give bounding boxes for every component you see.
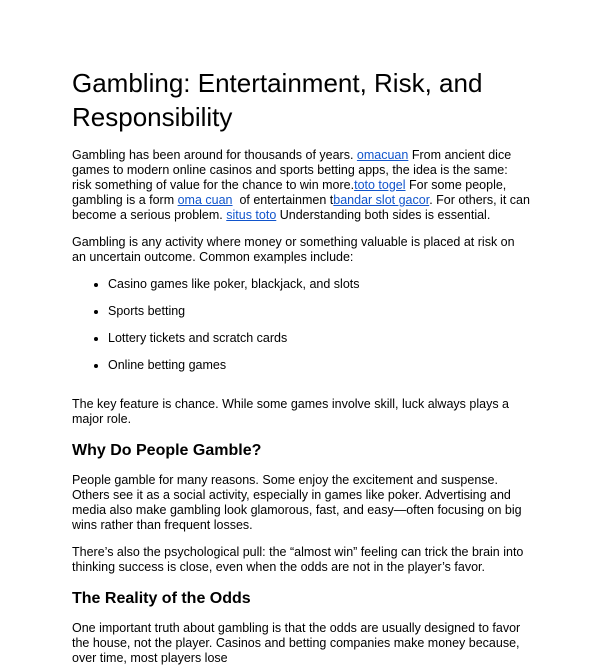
list-item: • Lottery tickets and scratch cards <box>108 331 530 346</box>
definition-paragraph: Gambling is any activity where money or something valuable is placed at risk on an uncertain outcome. Common examples include: <box>72 235 515 264</box>
inline-link[interactable]: toto togel <box>354 178 406 192</box>
paragraph-psychology: There’s also the psychological pull: the “almost win” feeling can trick the brain into thinking success is close, even when the odds are not in the player’s favor. <box>72 545 524 574</box>
list-item: • Online betting games <box>108 358 530 373</box>
paragraph-reasons: People gamble for many reasons. Some enjoy the excitement and suspense. Others see it as a social activity, especially in games like poker. Advertising and media also make gambling look glamorous, fast, and easy—often focusing on big wins rather than frequent losses. <box>72 473 522 532</box>
page-title: Gambling: Entertainment, Risk, and Responsibility <box>72 68 483 132</box>
section-heading-odds: The Reality of the Odds <box>72 590 251 607</box>
inline-link[interactable]: bandar slot gacor <box>333 193 430 207</box>
document-body <box>72 148 530 666</box>
inline-link[interactable]: oma cuan <box>177 193 233 207</box>
list-item: • Casino games like poker, blackjack, and slots <box>108 277 530 292</box>
list-item: • Sports betting <box>108 304 530 319</box>
examples-list <box>72 277 530 373</box>
chance-paragraph: The key feature is chance. While some games involve skill, luck always plays a major role. <box>72 397 509 426</box>
section-heading-why-gamble: Why Do People Gamble? <box>72 442 262 459</box>
inline-link[interactable]: omacuan <box>356 148 409 162</box>
inline-link[interactable]: situs toto <box>226 208 277 222</box>
paragraph-odds: One important truth about gambling is that the odds are usually designed to favor the house, not the player. Casinos and betting companies make money because, over time, most players lose <box>72 621 521 665</box>
intro-paragraph: Gambling has been around for thousands of years. omacuan From ancient dice games to modern online casinos and sports betting apps, the idea is the same: risk something of value for the chance to win more.toto togel For some people, gambling is a form oma cuan of entertainmen tbandar slot gacor. For others, it can become a serious problem. situs toto Understanding both sides is essential. <box>72 148 530 222</box>
